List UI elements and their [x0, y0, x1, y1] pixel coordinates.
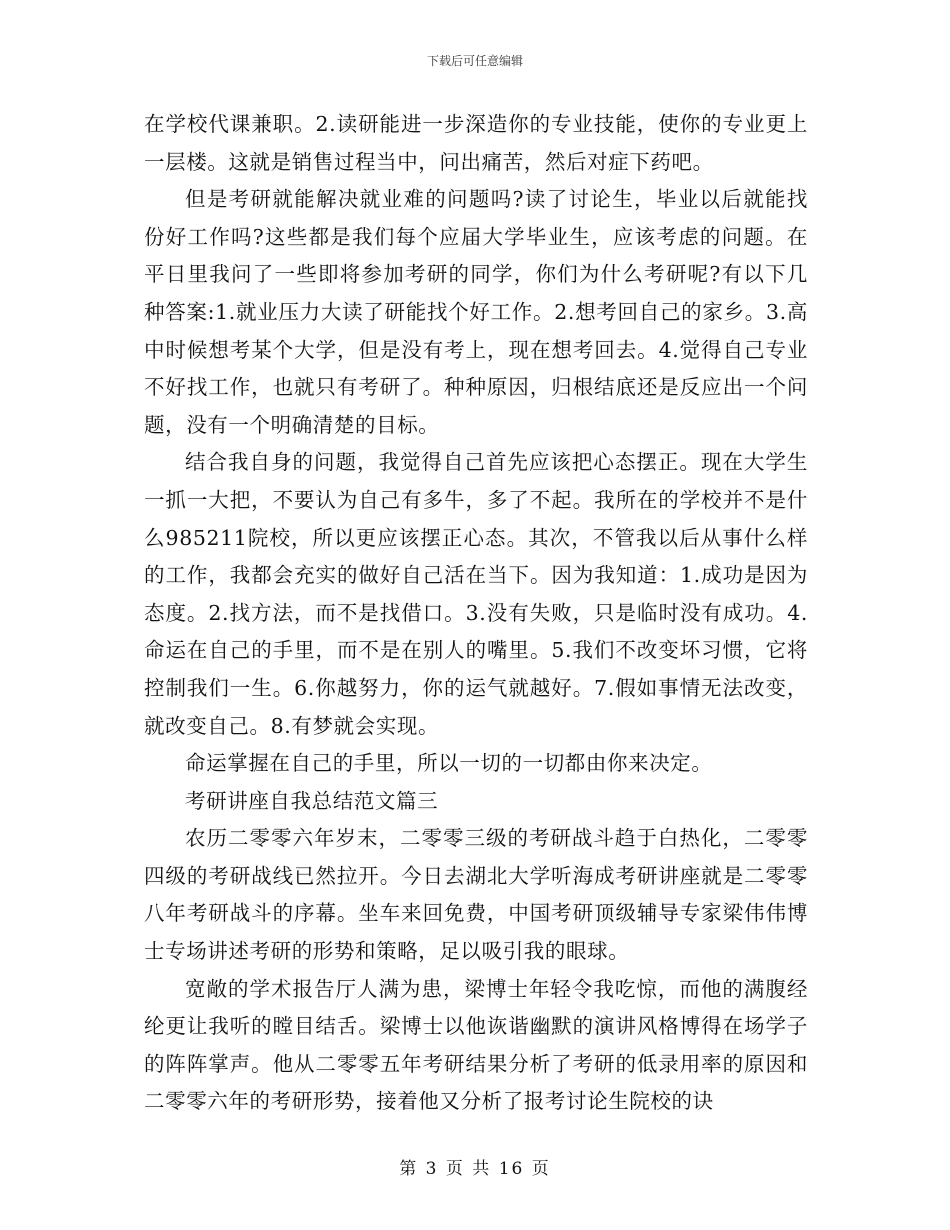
section-heading: 考研讲座自我总结范文篇三	[185, 788, 439, 813]
paragraph: 宽敞的学术报告厅人满为患，梁博士年轻令我吃惊，而他的满腹经纶更让我听的瞠目结舌。梁博士以他诙谐幽默的演讲风格博得在场学子的阵阵掌声。他从二零零五年考研结果分析了考研的低录用率的原因和二零零六年的考研形势，接着他又分析了报考讨论生院校的诀	[144, 976, 808, 1114]
document-body	[144, 106, 808, 1121]
paragraph: 命运掌握在自己的手里，所以一切的一切都由你来决定。	[185, 751, 713, 776]
paragraph: 结合我自身的问题，我觉得自己首先应该把心态摆正。现在大学生一抓一大把，不要认为自己有多牛，多了不起。我所在的学校并不是什么985211院校，所以更应该摆正心态。其次，不管我以后从事什么样的工作，我都会充实的做好自己活在当下。因为我知道：1.成功是因为态度。2.找方法，而不是找借口。3.没有失败，只是临时没有成功。4.命运在自己的手里，而不是在别人的嘴里。5.我们不改变坏习惯，它将控制我们一生。6.你越努力，你的运气就越好。7.假如事情无法改变，就改变自己。8.有梦就会实现。	[144, 450, 808, 738]
page-footer: 第 3 页 共 16 页	[399, 1159, 551, 1179]
paragraph: 在学校代课兼职。2.读研能进一步深造你的专业技能，使你的专业更上一层楼。这就是销售过程当中，问出痛苦，然后对症下药吧。	[144, 112, 808, 174]
paragraph: 农历二零零六年岁末，二零零三级的考研战斗趋于白热化，二零零四级的考研战线已然拉开。今日去湖北大学听海成考研讲座就是二零零八年考研战斗的序幕。坐车来回免费，中国考研顶级辅导专家梁伟伟博士专场讲述考研的形势和策略，足以吸引我的眼球。	[144, 826, 808, 964]
paragraph: 但是考研就能解决就业难的问题吗?读了讨论生，毕业以后就能找份好工作吗?这些都是我们每个应届大学毕业生，应该考虑的问题。在平日里我问了一些即将参加考研的同学，你们为什么考研呢?有以下几种答案:1.就业压力大读了研能找个好工作。2.想考回自己的家乡。3.高中时候想考某个大学，但是没有考上，现在想考回去。4.觉得自己专业不好找工作，也就只有考研了。种种原因，归根结底还是反应出一个问题，没有一个明确清楚的目标。	[144, 187, 808, 437]
page-header: 下载后可任意编辑	[426, 54, 523, 68]
